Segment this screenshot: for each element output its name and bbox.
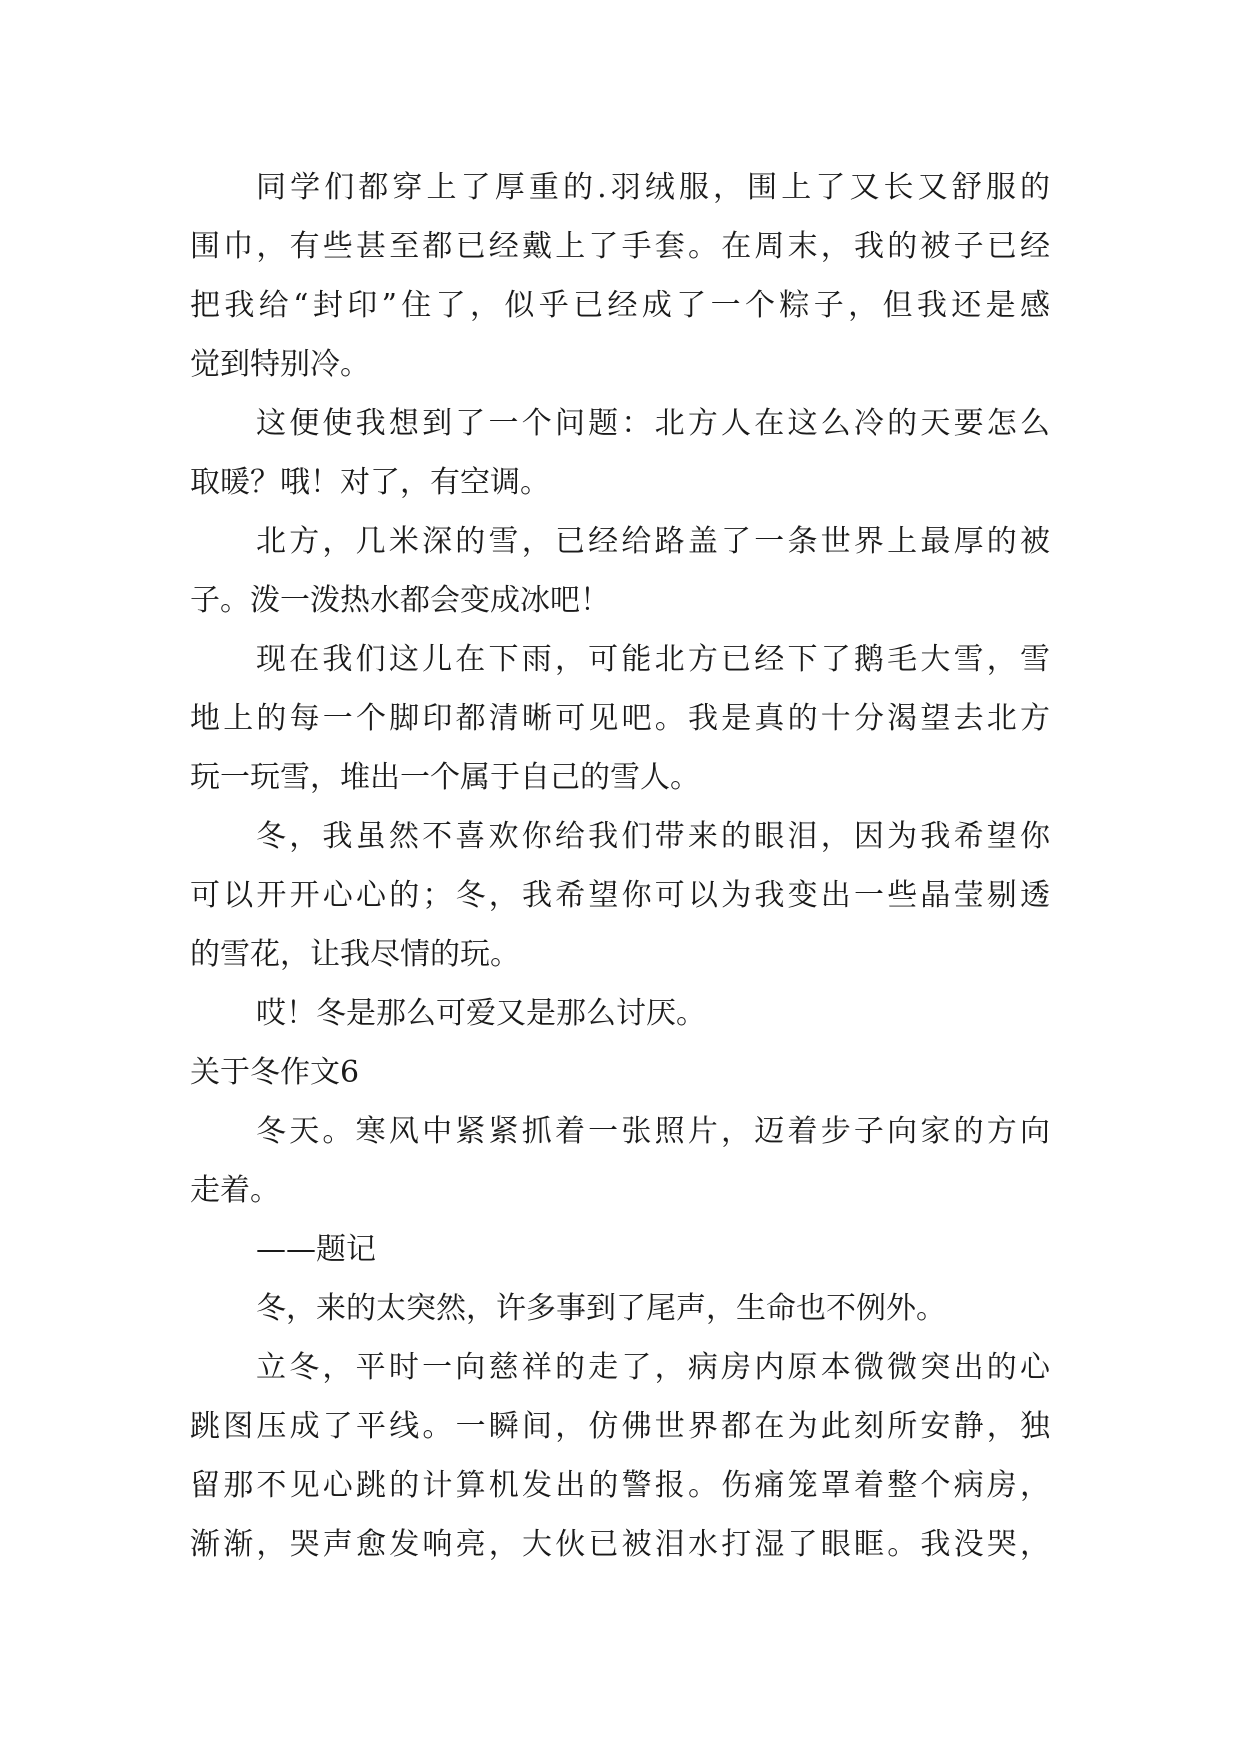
text-line: 觉到特别冷。 <box>190 347 370 382</box>
text-line: 跳图压成了平线。一瞬间，仿佛世界都在为此刻所安静，独 <box>190 1409 1050 1444</box>
text-line: 北方，几米深的雪，已经给路盖了一条世界上最厚的被 <box>256 524 1050 559</box>
text-line: 可以开开心心的；冬，我希望你可以为我变出一些晶莹剔透 <box>190 878 1050 913</box>
text-line: 地上的每一个脚印都清晰可见吧。我是真的十分渴望去北方 <box>190 701 1050 736</box>
text-line: 现在我们这儿在下雨，可能北方已经下了鹅毛大雪，雪 <box>256 642 1050 677</box>
epigraph-note: ——题记 <box>256 1232 376 1267</box>
text-line: 围巾，有些甚至都已经戴上了手套。在周末，我的被子已经 <box>190 229 1050 264</box>
text-line: 玩一玩雪，堆出一个属于自己的雪人。 <box>190 760 700 795</box>
text-line: 冬，来的太突然，许多事到了尾声，生命也不例外。 <box>256 1291 946 1326</box>
text-line: 子。泼一泼热水都会变成冰吧！ <box>190 583 610 618</box>
text-line: 的雪花，让我尽情的玩。 <box>190 937 520 972</box>
text-line: 取暖？哦！对了，有空调。 <box>190 465 550 500</box>
text-line: 走着。 <box>190 1173 280 1208</box>
text-line: 留那不见心跳的计算机发出的警报。伤痛笼罩着整个病房， <box>190 1468 1050 1503</box>
document-body <box>190 158 1050 1574</box>
text-line: 冬天。寒风中紧紧抓着一张照片，迈着步子向家的方向 <box>256 1114 1050 1149</box>
text-line: 哎！冬是那么可爱又是那么讨厌。 <box>256 996 706 1031</box>
text-line: 把我给“封印”住了，似乎已经成了一个粽子，但我还是感 <box>190 288 1050 323</box>
text-line: 这便使我想到了一个问题：北方人在这么冷的天要怎么 <box>256 406 1050 441</box>
text-line: 冬，我虽然不喜欢你给我们带来的眼泪，因为我希望你 <box>256 819 1050 854</box>
text-line: 同学们都穿上了厚重的.羽绒服，围上了又长又舒服的 <box>256 170 1050 205</box>
text-line: 立冬，平时一向慈祥的走了，病房内原本微微突出的心 <box>256 1350 1050 1385</box>
text-line: 渐渐，哭声愈发响亮，大伙已被泪水打湿了眼眶。我没哭， <box>190 1527 1050 1562</box>
section-heading: 关于冬作文6 <box>190 1055 360 1090</box>
